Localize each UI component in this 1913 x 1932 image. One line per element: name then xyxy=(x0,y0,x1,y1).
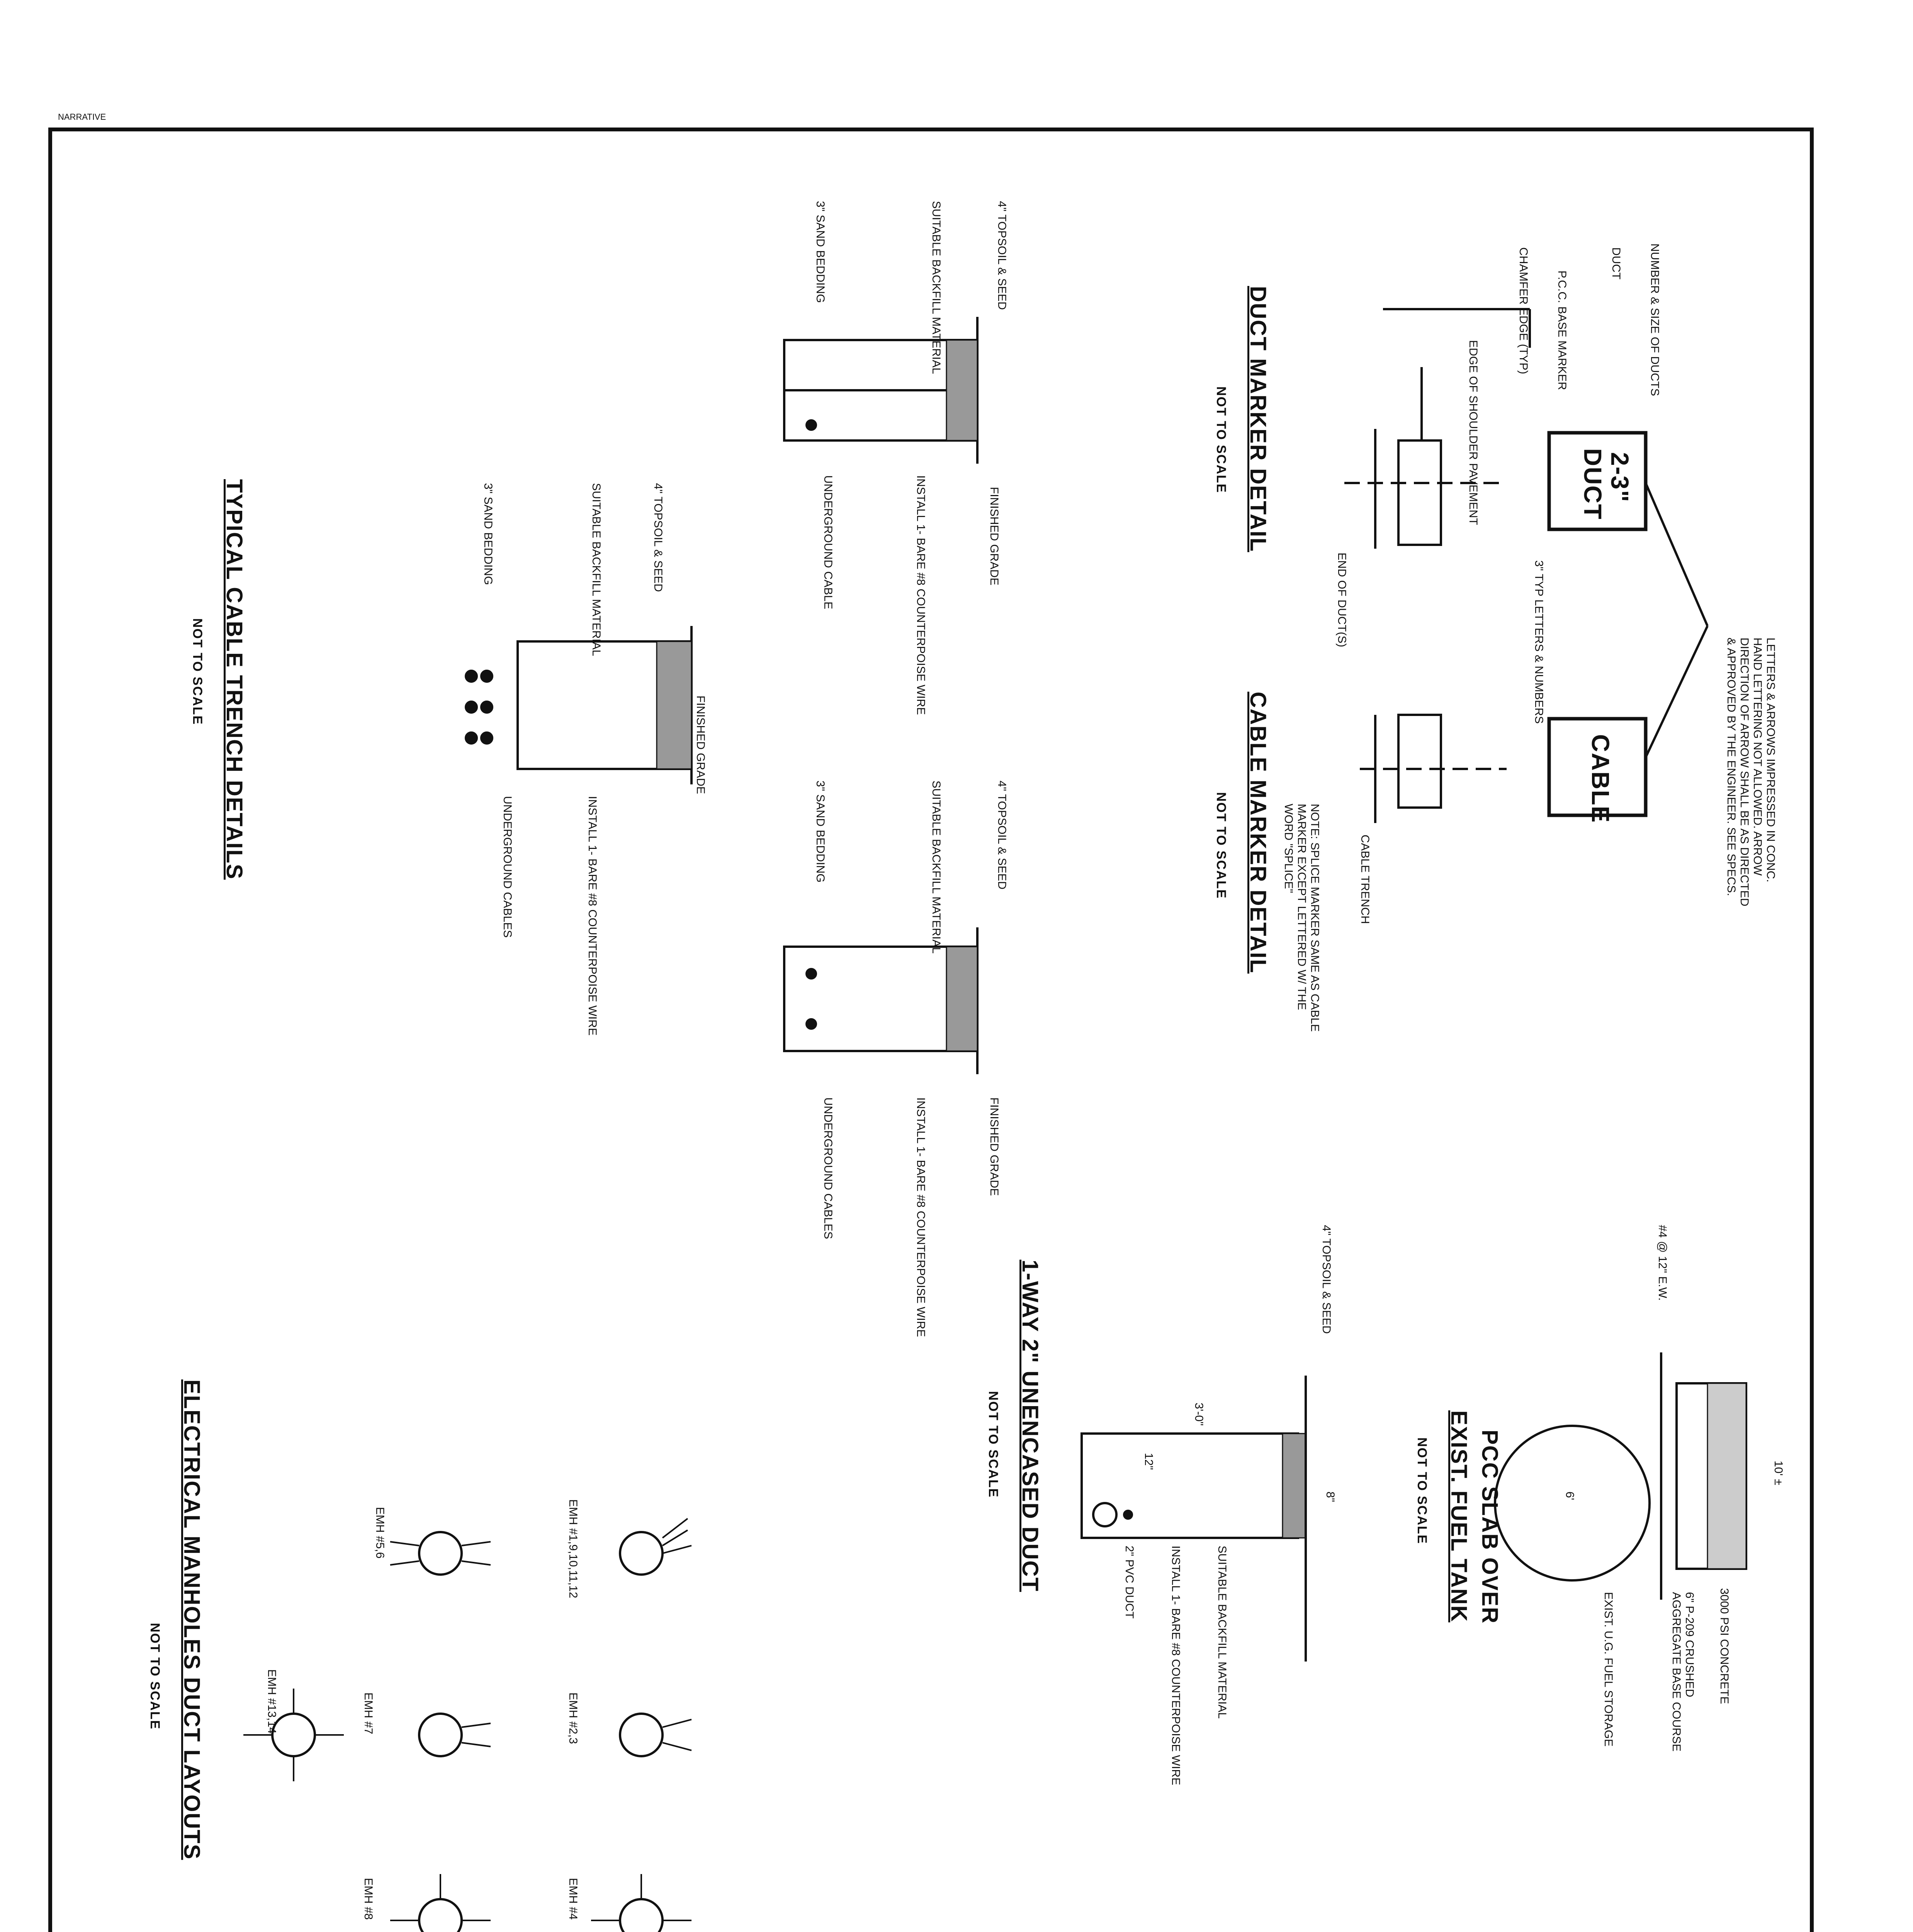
manhole-label-2: EMH #2,3 xyxy=(567,1692,579,1744)
duct-marker-title: DUCT MARKER DETAIL xyxy=(1245,286,1271,552)
manhole-label-3: EMH #4 xyxy=(567,1878,579,1920)
trench-label-backfill-3: SUITABLE BACKFILL MATERIAL xyxy=(930,781,943,954)
marker-label-5: EDGE OF SHOULDER PAVEMENT xyxy=(1467,340,1480,525)
duct-marker-scale: NOT TO SCALE xyxy=(1214,386,1228,493)
oneway-label-wire: INSTALL 1- BARE #8 COUNTERPOISE WIRE xyxy=(1169,1546,1182,1786)
marker-label-8: CABLE TRENCH xyxy=(1359,835,1371,924)
marker-note: LETTERS & ARROWS IMPRESSED IN CONC. HAND LETTERING NOT ALLOWED. ARROW DIRECTION OF ARROW SHALL BE AS DIRECTED & APPROVED BY THE ENGINEER. SEE SPECS. xyxy=(1725,638,1777,906)
marker-label-1: NUMBER & SIZE OF DUCTS xyxy=(1648,243,1661,396)
pcc-label-fuel: EXIST. U.G. FUEL STORAGE xyxy=(1602,1592,1615,1747)
trench-label-grade-3: FINISHED GRADE xyxy=(988,1097,1001,1196)
manhole-label-4: EMH #5,6 xyxy=(374,1507,386,1559)
cable-trench-title: TYPICAL CABLE TRENCH DETAILS xyxy=(222,479,247,880)
trench-label-backfill: SUITABLE BACKFILL MATERIAL xyxy=(930,201,943,374)
manhole-label-5: EMH #7 xyxy=(362,1692,375,1735)
one-way-title: 1-WAY 2" UNENCASED DUCT xyxy=(1018,1260,1043,1592)
manholes-title: ELECTRICAL MANHOLES DUCT LAYOUTS xyxy=(179,1379,204,1860)
cable-box-text: CABLE xyxy=(1587,734,1614,823)
trench-label-bedding-3: 3" SAND BEDDING xyxy=(814,781,827,883)
cable-trench-scale: NOT TO SCALE xyxy=(190,618,205,725)
trench-label-wire-2: INSTALL 1- BARE #8 COUNTERPOISE WIRE xyxy=(586,796,599,1036)
trench-label-wire: INSTALL 1- BARE #8 COUNTERPOISE WIRE xyxy=(914,475,927,715)
trench-label-topsoil-2: 4" TOPSOIL & SEED xyxy=(652,483,664,592)
pcc-label-width: 10' ± xyxy=(1772,1461,1785,1485)
oneway-label-8: 8" xyxy=(1324,1492,1337,1502)
pcc-label-diameter: 6' xyxy=(1563,1492,1576,1500)
marker-label-6: END OF DUCT(S) xyxy=(1335,553,1348,647)
marker-label-2: DUCT xyxy=(1610,247,1622,280)
manholes-scale: NOT TO SCALE xyxy=(148,1623,162,1730)
trench-label-topsoil-3: 4" TOPSOIL & SEED xyxy=(996,781,1008,889)
oneway-label-12: 12" xyxy=(1142,1453,1155,1470)
splice-note: NOTE: SPLICE MARKER SAME AS CABLE MARKER EXCEPT LETTERED W/ THE WORD "SPLICE" xyxy=(1282,804,1321,1032)
one-way-scale: NOT TO SCALE xyxy=(986,1391,1001,1498)
trench-label-bedding: 3" SAND BEDDING xyxy=(814,201,827,303)
trench-label-backfill-2: SUITABLE BACKFILL MATERIAL xyxy=(590,483,603,656)
trench-label-cables: UNDERGROUND CABLES xyxy=(501,796,514,938)
manhole-label-6: EMH #8 xyxy=(362,1878,375,1920)
trench-label-grade: FINISHED GRADE xyxy=(988,487,1001,586)
marker-label-3: P.C.C. BASE MARKER xyxy=(1556,270,1568,390)
pcc-slab-title: PCC SLAB OVER xyxy=(1477,1430,1502,1624)
trench-label-cable: UNDERGROUND CABLE xyxy=(822,475,834,609)
manhole-label-7: EMH #13,14 xyxy=(265,1669,278,1734)
duct-box-number: 2-3" xyxy=(1606,452,1634,503)
pcc-label-concrete: 3000 PSI CONCRETE xyxy=(1718,1588,1731,1704)
oneway-label-backfill: SUITABLE BACKFILL MATERIAL xyxy=(1216,1546,1228,1719)
cable-marker-scale: NOT TO SCALE xyxy=(1214,792,1228,899)
trench-label-wire-3: INSTALL 1- BARE #8 COUNTERPOISE WIRE xyxy=(914,1097,927,1337)
cable-marker-title: CABLE MARKER DETAIL xyxy=(1245,692,1271,974)
oneway-label-topsoil: 4" TOPSOIL & SEED xyxy=(1320,1225,1333,1334)
trench-label-grade-2: FINISHED GRADE xyxy=(694,696,707,794)
oneway-label-duct: 2" PVC DUCT xyxy=(1123,1546,1136,1619)
trench-label-topsoil: 4" TOPSOIL & SEED xyxy=(996,201,1008,310)
marker-label-7: 3" TYP LETTERS & NUMBERS xyxy=(1532,560,1545,724)
manhole-label-1: EMH #1,9,10,11,12 xyxy=(567,1499,579,1599)
trench-label-cables-3: UNDERGROUND CABLES xyxy=(822,1097,834,1239)
trench-label-bedding-2: 3" SAND BEDDING xyxy=(482,483,494,585)
oneway-label-width: 3'-0" xyxy=(1193,1403,1205,1426)
marker-label-4: CHAMFER EDGE (TYP) xyxy=(1517,247,1530,374)
corner-label: NARRATIVE xyxy=(58,112,106,122)
pcc-label-base: 6" P-209 CRUSHED AGGREGATE BASE COURSE xyxy=(1670,1592,1696,1752)
pcc-slab-title-2: EXIST. FUEL TANK xyxy=(1446,1410,1471,1622)
pcc-slab-scale: NOT TO SCALE xyxy=(1415,1437,1429,1544)
duct-box-text: DUCT xyxy=(1579,448,1607,520)
pcc-label-rebar: #4 @ 12" E.W. xyxy=(1656,1225,1669,1301)
